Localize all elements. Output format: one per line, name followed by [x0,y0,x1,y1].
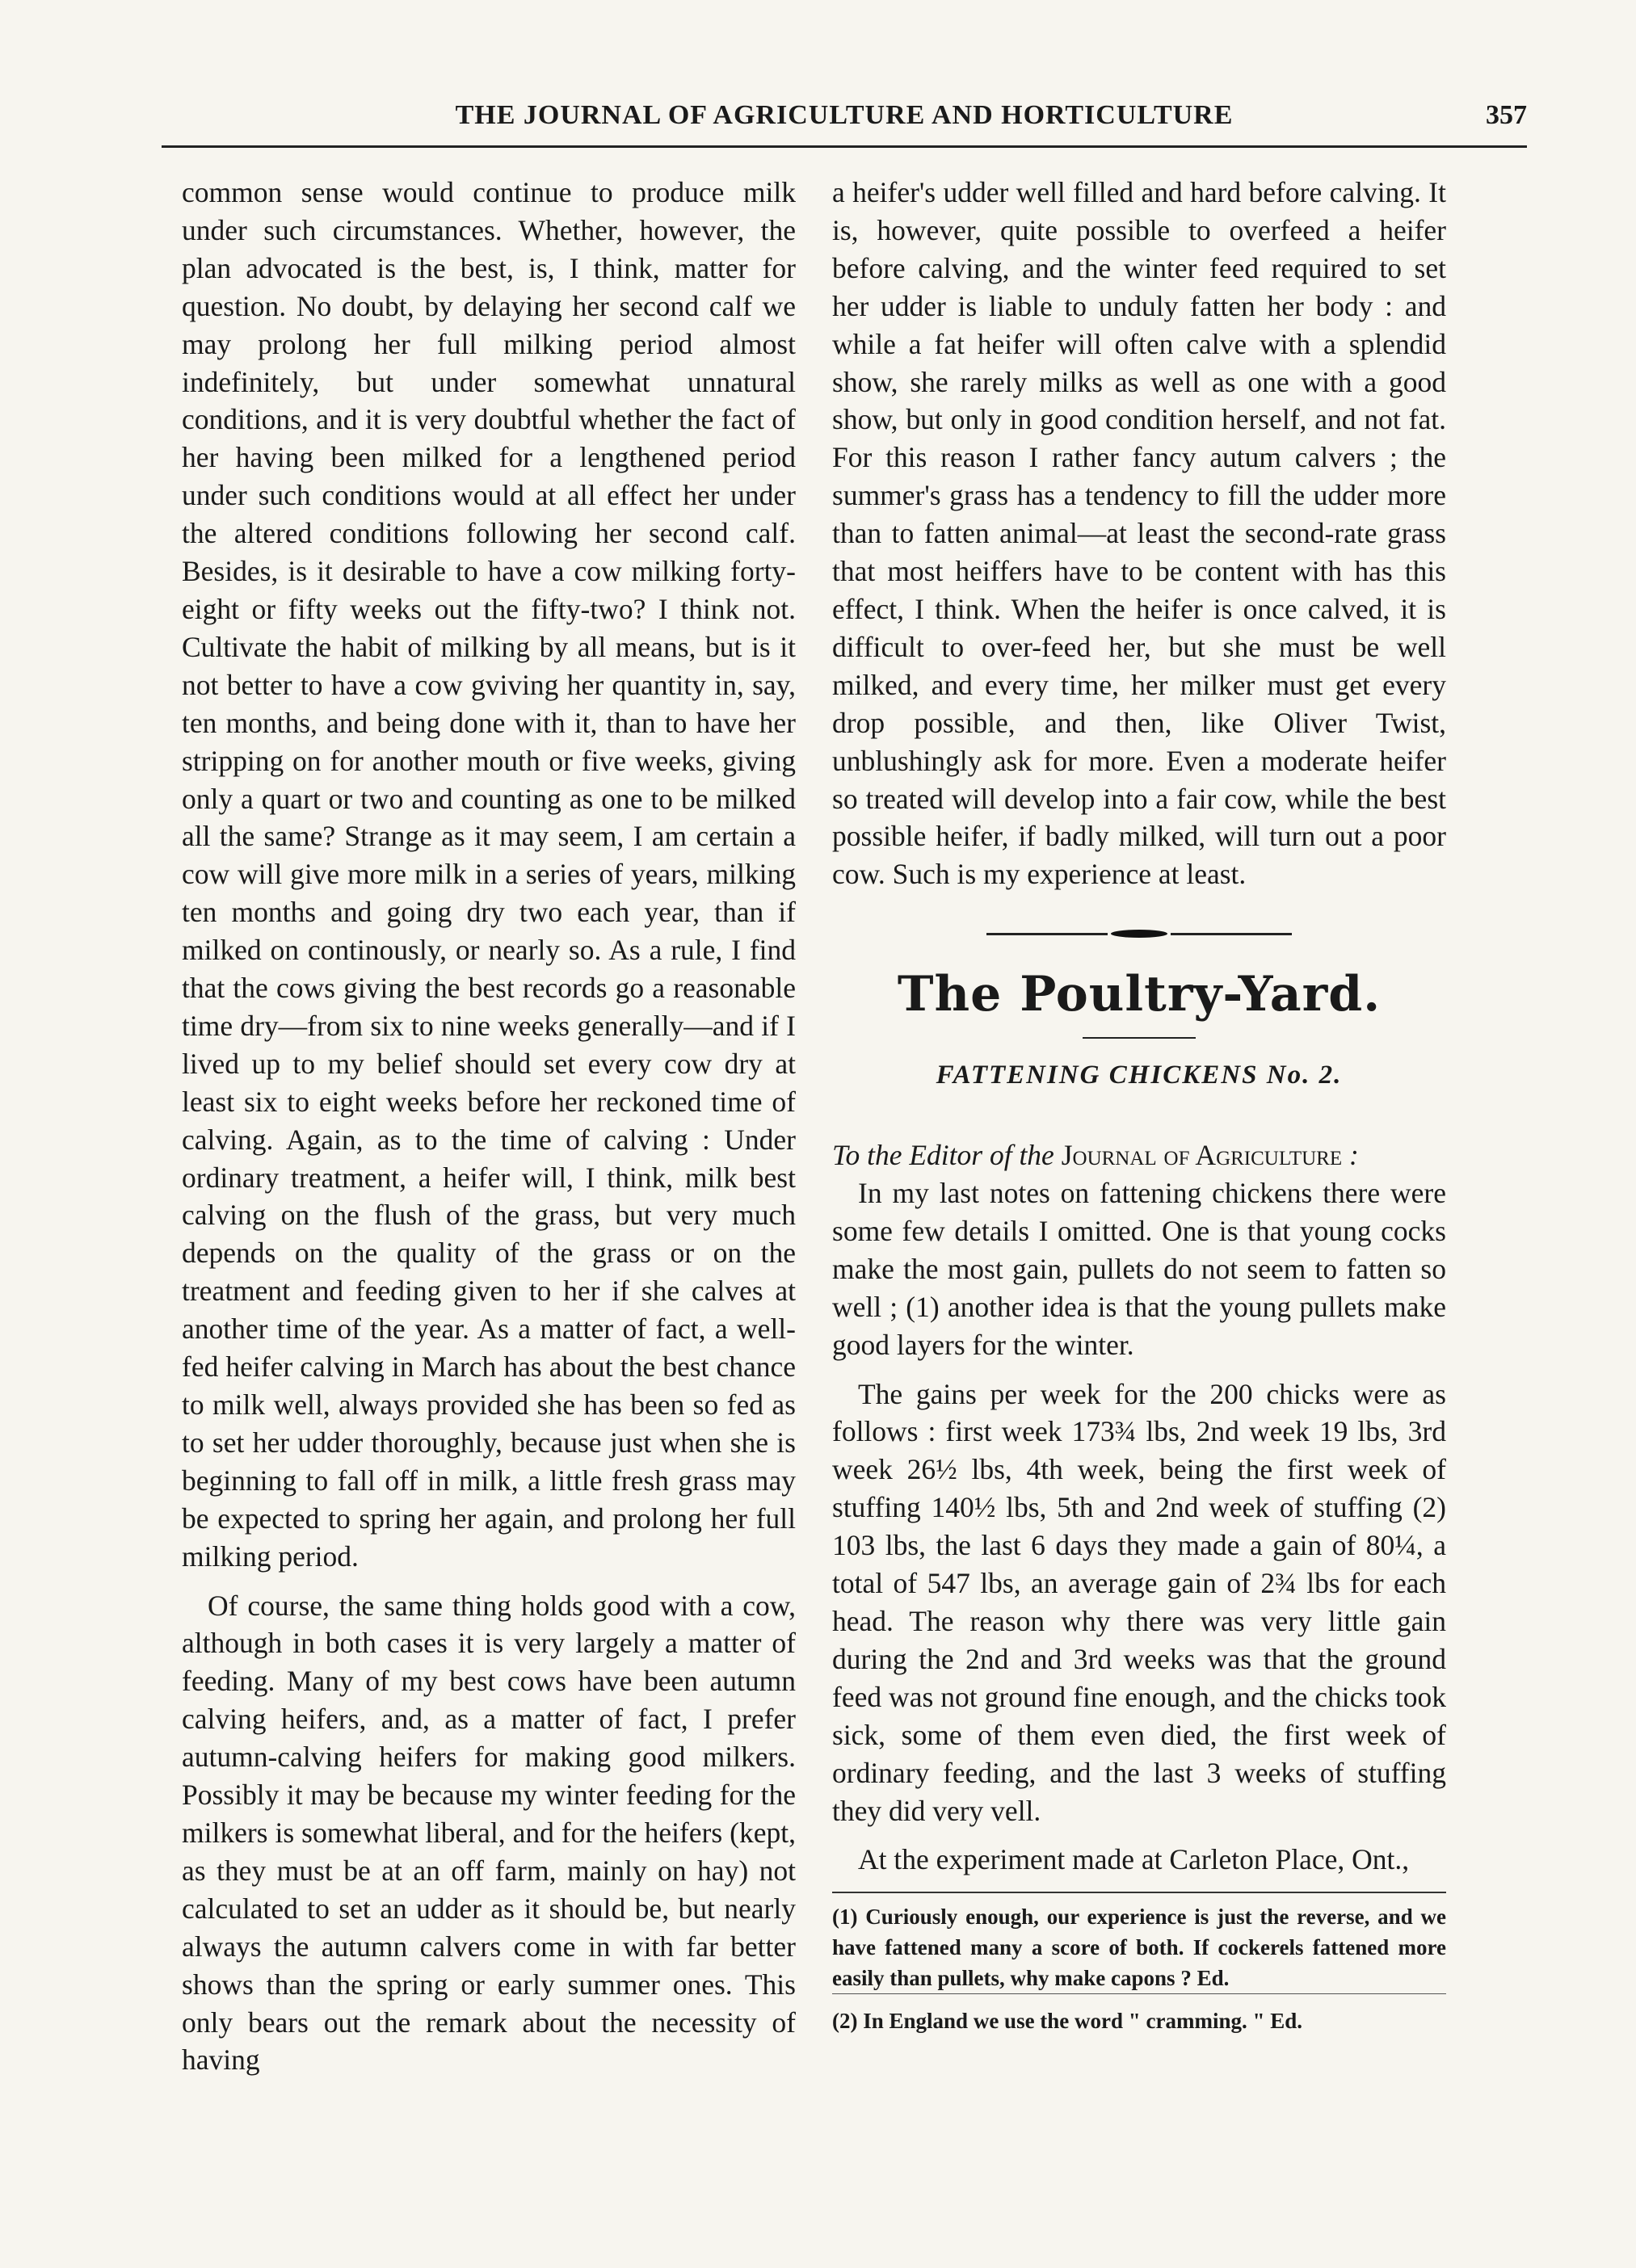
footnote-2: (2) In England we use the word " cramming. " Ed. [832,1993,1446,2036]
right-paragraph-continuation: a heifer's udder well filled and hard before calving. It is, however, quite possible to overfeed a heifer before calving, and the winter feed required to set her udder is liable to unduly fatten her body : and while a fat heifer will often calve with a splendid show, she rarely milks as well as one with a good show, but only in good condition herself, and not fat. For this reason I rather fancy autum calvers ; the summer's grass has a tendency to fill the udder more than to fatten animal—at least the second-rate grass that most heiffers have to be content with has this effect, I think. When the heifer is once calved, it is difficult to over-feed her, but she must be well milked, and every time, her milker must get every drop possible, and then, like Oliver Twist, unblushingly ask for more. Even a moderate heifer so treated will develop into a fair cow, while the best possible heifer, if badly milked, will turn out a poor cow. Such is my experience at least. [832,176,1446,891]
left-paragraph-1: common sense would continue to produce milk under such circumstances. Whether, however, the plan advocated is the best, is, I think, matter for question. No doubt, by delaying her second calf we may prolong her full milking period almost indefinitely, but under somewhat unnatural conditions, and it is very doubtful whether the fact of her having been milked for a lengthened period under such conditions would at all effect her under the altered conditions following her second calf. Besides, is it desirable to have a cow milking forty-eight or fifty weeks out the fifty-two? I think not. Cultivate the habit of milking by all means, but is it not better to have a cow gviving her quantity in, say, ten months, and being done with it, than to have her stripping on for another mouth or five weeks, giving only a quart or two and counting as one to be milked all the same? Strange as it may seem, I am certain a cow will give more milk in a series of years, milking ten months and going dry two each year, than if milked on continously, or nearly so. As a rule, I find that the cows giving the best records go a reasonable time dry—from six to nine weeks generally—and if I lived up to my belief should set every cow dry at least six to eight weeks before her reckoned time of calving. Again, as to the time of calving : Under ordinary treatment, a heifer will, I think, milk best calving on the flush of the grass, but very much depends on the quality of the grass or on the treatment and feeding given to her if she calves at another time of the year. As a matter of fact, a well-fed heifer calving in March has about the best chance to milk well, always provided she has been so fed as to set her udder thoroughly, because just when she is beginning to fall off in milk, a little fresh grass may be expected to spring her again, and prolong her full milking period. [182,176,796,1573]
salutation-journal: Journal of Agriculture [1061,1139,1343,1172]
salutation [832,1136,1446,1174]
footnotes [832,1892,1446,2036]
article-subhead: FATTENING CHICKENS No. 2. [936,1060,1343,1090]
article-paragraph-3: At the experiment made at Carleton Place, Ont., [858,1843,1410,1876]
section-title: The Poultry-Yard. [897,966,1382,1023]
running-title: THE JOURNAL OF AGRICULTURE AND HORTICULTURE [455,100,1234,130]
salutation-suffix: : [1342,1139,1359,1172]
divider-line-right [1171,933,1292,935]
left-paragraph-2: Of course, the same thing holds good with a cow, although in both cases it is very largely a matter of feeding. Many of my best cows have been autumn calving heifers, and, as a matter of fact, I prefer autumn-calving heifers for making good milkers. Possibly it may be because my winter feeding for the milkers is somewhat liberal, and for the heifers (kept, as they must be at an off farm, mainly on hay) not calculated to set an udder as it should be, but nearly always the autumn calvers come in with far better shows than the spring or early summer ones. This only bears out the remark about the necessity of having [182,1589,796,2077]
article-paragraph-2: The gains per week for the 200 chicks were as follows : first week 173¾ lbs, 2nd week 19 lbs, 3rd week 26½ lbs, 4th week, being the first week of stuffing 140½ lbs, 5th and 2nd week of stuffing (2) 103 lbs, the last 6 days they made a gain of 80¼, a total of 547 lbs, an average gain of 2¾ lbs for each head. The reason why there was very little gain during the 2nd and 3rd weeks was that the ground feed was not ground fine enough, and the chicks took sick, some of them even died, the first week of ordinary feeding, and the last 3 weeks of stuffing they did very vell. [832,1377,1446,1827]
page-header [162,97,1527,148]
left-column [182,174,796,2079]
right-column [832,174,1446,2036]
article-paragraph-1: In my last notes on fattening chickens there were some few details I omitted. One is that young cocks make the most gain, pullets do not seem to fatten so well ; (1) another idea is that the young pullets make good layers for the winter. [832,1177,1446,1361]
divider-line-left [986,933,1108,935]
salutation-prefix: To the Editor of the [832,1139,1054,1172]
title-rule [1083,1037,1196,1039]
footnote-1: (1) Curiously enough, our experience is just the reverse, and we have fattened many a score of both. If cockerels fattened more easily than pullets, why make capons ? Ed. [832,1905,1446,1991]
page-number: 357 [1486,100,1527,130]
section-divider-ornament [832,926,1446,942]
divider-ornament-icon [1111,930,1167,938]
